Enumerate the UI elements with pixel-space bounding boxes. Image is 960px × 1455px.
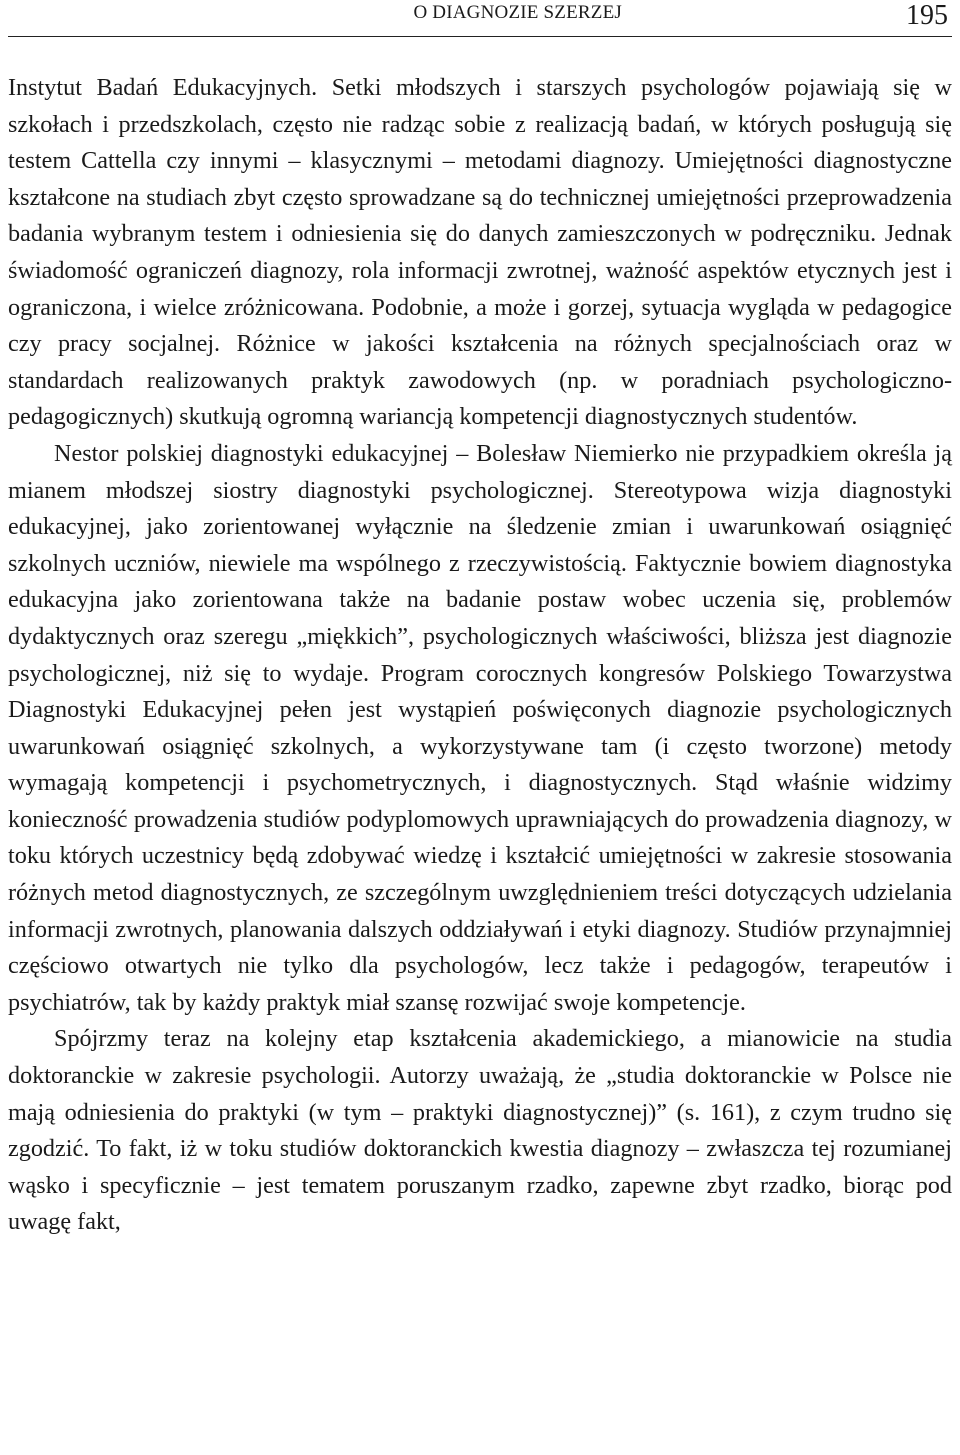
paragraph-2: Nestor polskiej diagnostyki edukacyjnej – Bolesław Niemierko nie przypadkiem określa ją mianem młodszej siostry diagnostyki psychologicznej. Stereotypowa wizja diagnostyki edukacyjnej, jako zorientowanej wyłącznie na śledzenie zmian i uwarunkowań osiągnięć szkolnych uczniów, niewiele ma wspólnego z rzeczywistością. Faktycznie bowiem diagnostyka edukacyjna jako zorientowana także na badanie postaw wobec uczenia się, problemów dydaktycznych oraz szeregu „miękkich”, psychologicznych właściwości, bliższa jest diagnozie psychologicznej, niż się to wydaje. Program corocznych kongresów Polskiego Towarzystwa Diagnostyki Edukacyjnej pełen jest wystąpień poświęconych diagnozie psychologicznych uwarunkowań osiągnięć szkolnych, a wykorzystywane tam (i często tworzone) metody wymagają kompetencji i psychometrycznych, i diagnostycznych. Stąd właśnie widzimy konieczność prowadzenia studiów podyplomowych uprawniających do prowadzenia diagnozy, w toku których uczestnicy będą zdobywać wiedzę i kształcić umiejętności w zakresie stosowania różnych metod diagnostycznych, ze szczególnym uwzględnieniem treści dotyczących udzielania informacji zwrotnych, planowania dalszych oddziaływań i etyki diagnozy. Studiów przynajmniej częściowo otwartych nie tylko dla psychologów, lecz także i pedagogów, terapeutów i psychiatrów, tak by każdy praktyk miał szansę rozwijać swoje kompetencje. — [8, 439, 952, 1016]
running-header — [8, 0, 952, 37]
paragraph-3: Spójrzmy teraz na kolejny etap kształcenia akademickiego, a mianowicie na studia doktoranckie w zakresie psychologii. Autorzy uważają, że „studia doktoranckie w Polsce nie mają odniesienia do praktyki (w tym – praktyki diagnostycznej)” (s. 161), z czym trudno się zgodzić. To fakt, iż w toku studiów doktoranckich kwestia diagnozy – zwłaszcza tej rozumianej wąsko i specyficznie – jest tematem poruszanym rzadko, zapewne zbyt rzadko, biorąc pod uwagę fakt, — [8, 1025, 952, 1236]
running-title: O DIAGNOZIE SZERZEJ — [413, 2, 622, 23]
page-number: 195 — [906, 0, 948, 31]
body-text — [8, 70, 952, 1241]
paragraph-1: Instytut Badań Edukacyjnych. Setki młodszych i starszych psychologów pojawiają się w szkołach i przedszkolach, często nie radząc sobie z realizacją badań, w których posługują się testem Cattella czy innymi – klasycznymi – metodami diagnozy. Umiejętności diagnostyczne kształcone na studiach zbyt często sprowadzane są do technicznej umiejętności przeprowadzenia badania wybranym testem i odniesienia się do danych zamieszczonych w podręczniku. Jednak świadomość ograniczeń diagnozy, rola informacji zwrotnej, ważność aspektów etycznych jest i ograniczona, i wielce zróżnicowana. Podobnie, a może i gorzej, sytuacja wygląda w pedagogice czy pracy socjalnej. Różnice w jakości kształcenia na różnych specjalnościach oraz w standardach realizowanych praktyk zawodowych (np. w poradniach psychologiczno-pedagogicznych) skutkują ogromną wariancją kompetencji diagnostycznych studentów. — [8, 74, 952, 431]
